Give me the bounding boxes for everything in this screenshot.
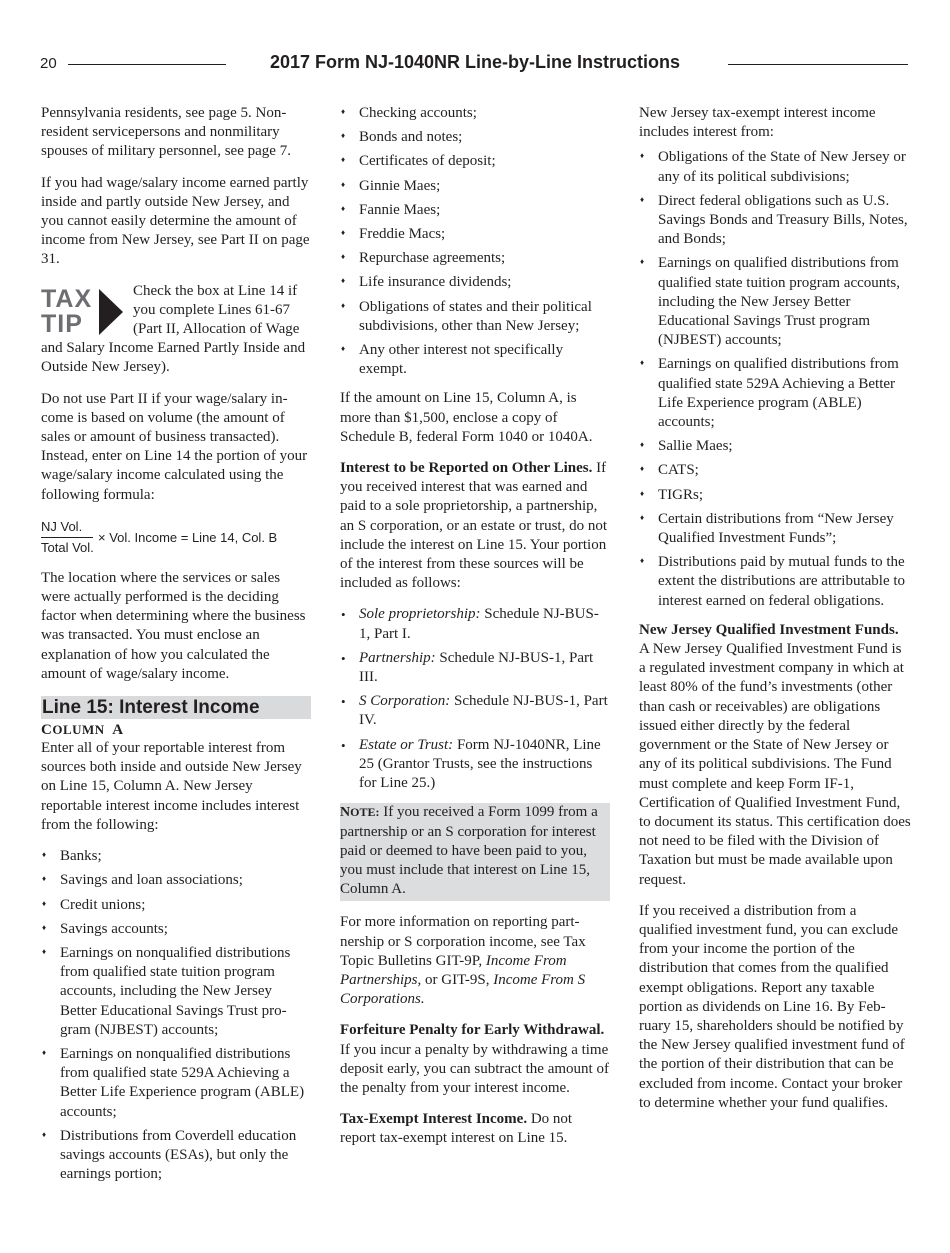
- list-item: ♦ Any other interest not specifically exempt.: [340, 341, 610, 379]
- section-heading: Line 15: Interest Income: [41, 696, 311, 719]
- list-item: ♦ Life insurance dividends;: [340, 273, 610, 292]
- arrow-right-icon: [99, 289, 123, 335]
- list-item: ♦ Freddie Macs;: [340, 225, 610, 244]
- note-box: NOTE: If you received a Form 1099 from a partnership or an S corporation for interest paid or deemed to have been paid to you, you must include that interest on Line 15, Column A.: [340, 803, 610, 901]
- tax-tip-logo-top: TAX: [41, 284, 93, 313]
- column-a-subheading: COLUMN A: [41, 722, 124, 739]
- formula-numerator: NJ Vol.: [41, 518, 83, 534]
- list-item: • Partnership: Schedule NJ-BUS-1, Part III.: [340, 649, 610, 687]
- header-rule-right: [728, 64, 908, 65]
- interest-source-list: [340, 104, 610, 379]
- tax-exempt-list: [639, 148, 911, 610]
- list-item: ♦ Distributions paid by mutual funds to the extent the distributions are attributable to interest earned on federal obligations.: [639, 553, 911, 611]
- list-item: ♦ Bonds and notes;: [340, 128, 610, 147]
- list-item: ♦ Direct federal obligations such as U.S. Savings Bonds and Treasury Bills, Notes, and Bonds;: [639, 192, 911, 250]
- list-item: ♦ Savings accounts;: [41, 920, 311, 939]
- list-item: ♦ Distributions from Coverdell education savings accounts (ESAs), but only the earnings portion;: [41, 1127, 311, 1185]
- list-item: ♦ Repurchase agreements;: [340, 249, 610, 268]
- paragraph: The location where the services or sales were actually performed is the deciding factor when determining where the business was transacted. You must enclose an explanation of how you calculated the amount of wage/salary income.: [41, 569, 306, 682]
- paragraph: If you had wage/salary income earned partly inside and partly outside New Jersey, and you cannot easily determine the amount of income from New Jersey, see Part II on page 31.: [41, 174, 310, 268]
- formula-result: × Vol. Income = Line 14, Col. B: [98, 529, 278, 545]
- list-item: ♦ Earnings on nonqualified distributions from qualified state tuition program accounts, including the New Jersey Better Educational Savings Trust program (NJBEST) accounts;: [41, 944, 311, 1040]
- formula-denominator: Total Vol.: [41, 539, 94, 555]
- paragraph: Pennsylvania residents, see page 5. Nonresident servicepersons and nonmilitary spouses of military personnel, see page 7.: [41, 105, 291, 160]
- list-item: ♦ Fannie Maes;: [340, 201, 610, 220]
- list-item: ♦ Obligations of the State of New Jersey or any of its political subdivisions;: [639, 148, 911, 186]
- list-item: ♦ Earnings on qualified distributions from qualified state 529A Achieving a Better Life Experience program (ABLE) accounts;: [639, 355, 911, 432]
- list-item: ♦ Banks;: [41, 847, 311, 866]
- fraction-bar: [41, 537, 93, 538]
- list-item: ♦ CATS;: [639, 461, 911, 480]
- list-item: ♦ Earnings on nonqualified distributions from qualified state 529A Achieving a Better Life Experience program (ABLE) accounts;: [41, 1045, 311, 1122]
- paragraph: New Jersey tax-exempt interest income includes interest from:: [639, 105, 876, 141]
- tax-tip-logo: [41, 286, 125, 338]
- column-right: [639, 104, 911, 1125]
- column-left: [41, 104, 311, 1194]
- paragraph: If you received a distribution from a qualified investment fund, you can exclude from your income the portion of the distribution that comes from the qualified exempt obligations. Report any taxable portion as dividends on Line 16. By February 15, shareholders should be notified by the New Jersey qualified investment fund of the portion of their distribution that can be excluded from income. Contact your broker to determine whether your fund qualifies.: [639, 902, 905, 1111]
- list-item: ♦ TIGRs;: [639, 486, 911, 505]
- paragraph: For more information on reporting partnership or S corporation income, see Tax Topic Bulletins GIT-9P, Income From Partnerships, or GIT-9S, Income From S Corporations.: [340, 914, 586, 1008]
- tax-tip-logo-bottom: TIP: [41, 309, 83, 338]
- tax-tip: [41, 282, 311, 378]
- paragraph: If the amount on Line 15, Column A, is more than $1,500, enclose a copy of Schedule B, federal Form 1040 or 1040A.: [340, 390, 593, 445]
- paragraph: Do not use Part II if your wage/salary income is based on volume (the amount of sales or amount of business transacted). Instead, enter on Line 14 the portion of your wage/salary income calculated using the following formula:: [41, 390, 308, 503]
- paragraph: Enter all of your reportable interest from sources both inside and outside New Jersey on Line 15, Column A. New Jersey reportable interest income includes interest from the following:: [41, 740, 302, 833]
- header-rule-left: [68, 64, 226, 65]
- list-item: • Sole proprietorship: Schedule NJ-BUS-1, Part I.: [340, 605, 610, 643]
- list-item: ♦ Obligations of states and their political subdivisions, other than New Jersey;: [340, 298, 610, 336]
- list-item: ♦ Earnings on qualified distributions from qualified state tuition program accounts, including the New Jersey Better Educational Savings Trust program (NJBEST) accounts;: [639, 254, 911, 350]
- list-item: ♦ Savings and loan associations;: [41, 871, 311, 890]
- list-item: • S Corporation: Schedule NJ-BUS-1, Part IV.: [340, 692, 610, 730]
- page-number: 20: [40, 55, 57, 72]
- column-middle: [340, 104, 610, 1161]
- paragraph: Forfeiture Penalty for Early Withdrawal. If you incur a penalty by withdrawing a time deposit early, you can subtract the amount of the penalty from your interest income.: [340, 1022, 609, 1096]
- list-item: ♦ Certain distributions from “New Jersey Qualified Investment Funds”;: [639, 510, 911, 548]
- interest-source-list: [41, 847, 311, 1184]
- page-header: [0, 52, 950, 78]
- formula: [41, 517, 311, 557]
- tax-tip-text: Check the box at Line 14 if you complete Lines 61-67 (Part II, Allocation of Wage and Salary Income Earned Partly Inside and Outside New Jersey).: [41, 282, 306, 376]
- paragraph: New Jersey Qualified Investment Funds. A New Jersey Qualified Investment Fund is a regulated investment company in which at least 80% of the fund’s investments (other than cash or receivables) are obligations issued either directly by the federal government or the State of New Jersey or any of its political subdivisions. The Fund must complete and keep Form IF-1, Certification of Qualified Investment Fund, to document its status. This certification does not need to be filed with the Division of Taxation but must be made available upon request.: [639, 621, 911, 888]
- paragraph: Interest to be Reported on Other Lines. If you received interest that was earned and paid to a sole proprietorship, a partnership, an S corporation, or an estate or trust, do not include the interest on Line 15. Your portion of the interest from these sources will be included as follows:: [340, 460, 608, 592]
- paragraph: Tax-Exempt Interest Income. Do not report tax-exempt interest on Line 15.: [340, 1111, 573, 1147]
- list-item: ♦ Certificates of deposit;: [340, 152, 610, 171]
- list-item: ♦ Sallie Maes;: [639, 437, 911, 456]
- page-title: 2017 Form NJ-1040NR Line-by-Line Instructions: [269, 52, 681, 72]
- list-item: ♦ Ginnie Maes;: [340, 177, 610, 196]
- list-item: • Estate or Trust: Form NJ-1040NR, Line 25 (Grantor Trusts, see the instructions for Line 25.): [340, 736, 610, 794]
- list-item: ♦ Credit unions;: [41, 896, 311, 915]
- list-item: ♦ Checking accounts;: [340, 104, 610, 123]
- reporting-lines-list: [340, 605, 610, 793]
